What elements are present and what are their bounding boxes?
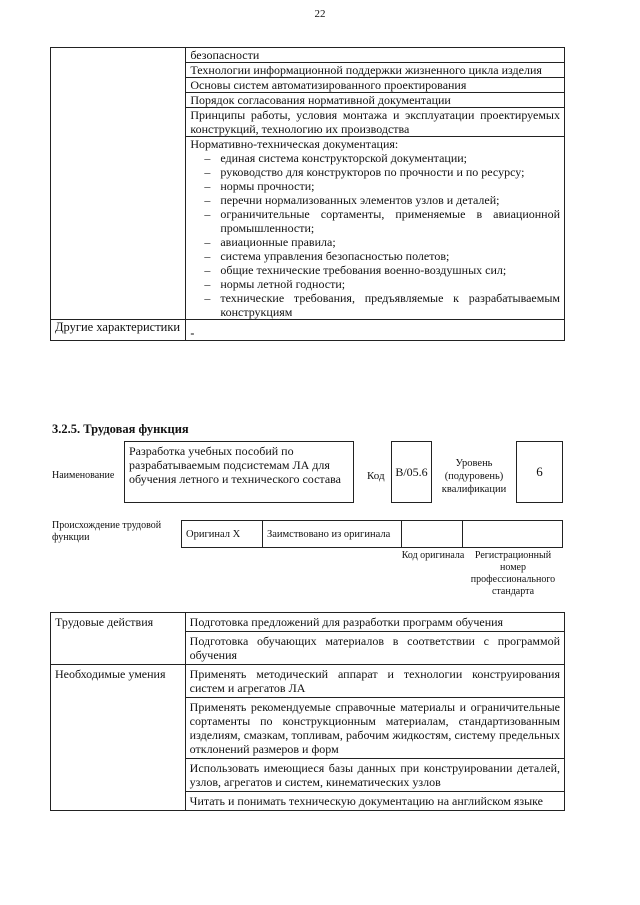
- knowledge-row: Порядок согласования нормативной документации: [186, 93, 565, 108]
- labor-action-item: Подготовка предложений для разработки программ обучения: [185, 613, 564, 632]
- labor-action-item: Подготовка обучающих материалов в соответствии с программой обучения: [185, 632, 564, 665]
- origin-code-cell: [402, 521, 463, 548]
- actions-skills-table: [50, 612, 565, 811]
- normative-item: – общие технические требования военно-воздушных сил;: [190, 263, 560, 277]
- knowledge-row: безопасности: [186, 48, 565, 63]
- page-number: 22: [314, 8, 326, 20]
- original-cell: Оригинал Х: [182, 521, 263, 548]
- other-characteristics-value: -: [186, 320, 565, 341]
- skill-item: Применять рекомендуемые справочные материалы и ограничительные сортаменты по конструкционным материалам, стандартизованным изделиям, смазкам, топливам, рабочим жидкостям, систему предельных отклонений размеров и форм: [185, 698, 564, 759]
- required-skills-label: Необходимые умения: [51, 665, 186, 811]
- normative-list: [190, 151, 560, 319]
- normative-item: – ограничительные сортаменты, применяемые в авиационной промышленности;: [190, 207, 560, 235]
- function-name-box: Разработка учебных пособий по разрабатываемым подсистемам ЛА для обучения летного и технического состава: [124, 441, 354, 503]
- skill-item: Использовать имеющиеся базы данных при конструировании деталей, узлов, агрегатов и систем, кинематических узлов: [185, 759, 564, 792]
- level-box: 6: [516, 441, 563, 503]
- origin-label: Происхождение трудовой функции: [52, 520, 162, 543]
- level-label: Уровень (подуровень) квалификации: [441, 458, 507, 495]
- labor-actions-label: Трудовые действия: [51, 613, 186, 665]
- knowledge-row: Основы систем автоматизированного проектирования: [186, 78, 565, 93]
- section-title: 3.2.5. Трудовая функция: [52, 422, 189, 436]
- normative-item: – единая система конструкторской документации;: [190, 151, 560, 165]
- knowledge-row: Технологии информационной поддержки жизненного цикла изделия: [186, 63, 565, 78]
- other-characteristics-label: Другие характеристики: [51, 320, 186, 341]
- normative-item: – нормы летной годности;: [190, 277, 560, 291]
- skill-item: Применять методический аппарат и технологии конструирования систем и агрегатов ЛА: [185, 665, 564, 698]
- knowledge-table: [50, 47, 565, 341]
- reg-caption: Регистрационный номер профессионального стандарта: [470, 550, 556, 597]
- origin-table: [181, 520, 563, 548]
- knowledge-row: Принципы работы, условия монтажа и эксплуатации проектируемых конструкций, технологию их производства: [186, 108, 565, 137]
- normative-item: – авиационные правила;: [190, 235, 560, 249]
- normative-item: – система управления безопасностью полетов;: [190, 249, 560, 263]
- normative-docs-cell: [186, 137, 565, 320]
- normative-item: – нормы прочности;: [190, 179, 560, 193]
- code-label: Код: [367, 470, 385, 482]
- function-code-box: В/05.6: [391, 441, 432, 503]
- skill-item: Читать и понимать техническую документацию на английском языке: [185, 792, 564, 811]
- normative-item: – перечни нормализованных элементов узлов и деталей;: [190, 193, 560, 207]
- name-label: Наименование: [52, 470, 115, 481]
- normative-heading: Нормативно-техническая документация:: [190, 137, 399, 151]
- knowledge-label-cell: [51, 48, 186, 320]
- borrowed-cell: Заимствовано из оригинала: [263, 521, 402, 548]
- reg-number-cell: [463, 521, 563, 548]
- normative-item: – руководство для конструкторов по прочности и по ресурсу;: [190, 165, 560, 179]
- code-caption: Код оригинала: [401, 550, 465, 561]
- normative-item: – технические требования, предъявляемые к разрабатываемым конструкциям: [190, 291, 560, 319]
